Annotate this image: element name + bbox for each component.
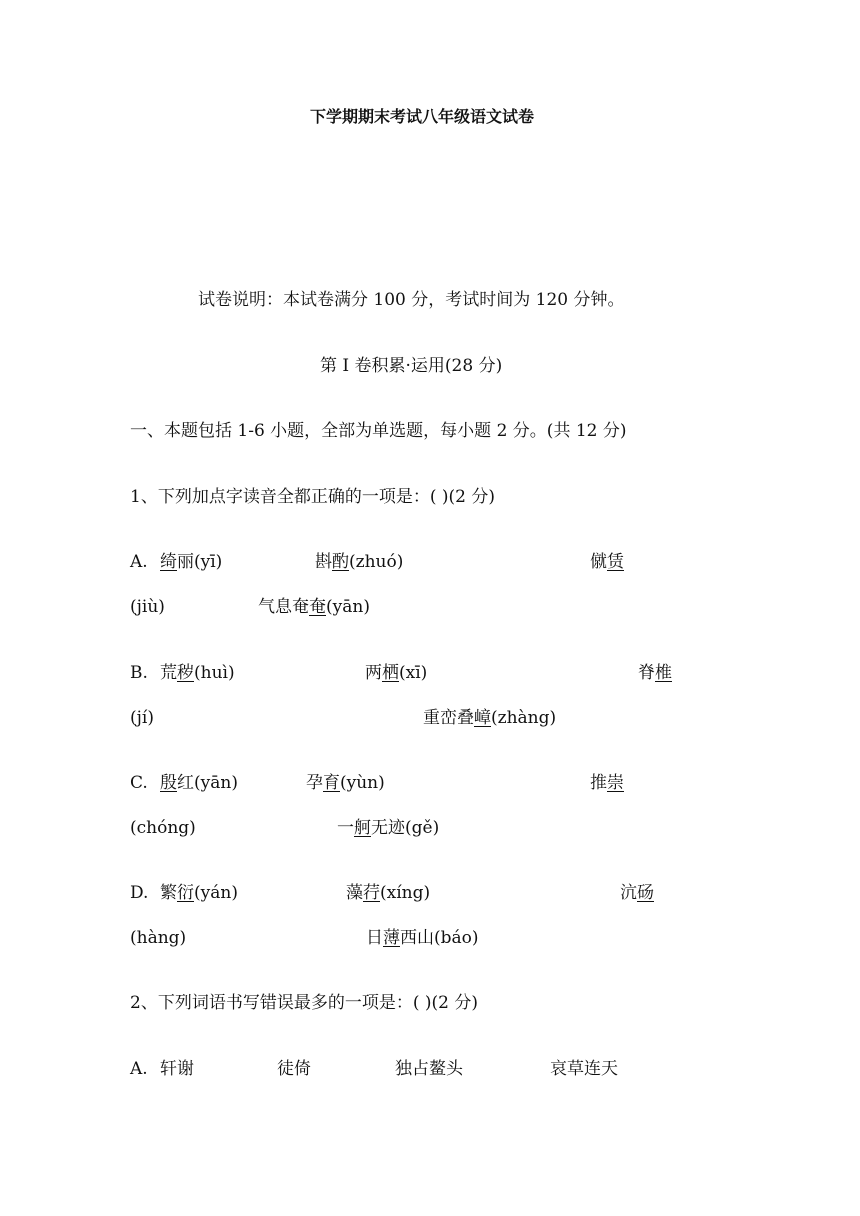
q2-option-a-word-2: 徒倚	[277, 1059, 311, 1079]
q1-option-b-word-2: 两栖(xī)	[365, 663, 428, 683]
part-heading: 一、本题包括 1-6 小题，全部为单选题，每小题 2 分。(共 12 分)	[130, 421, 627, 441]
q2-option-a-label: A.	[130, 1059, 148, 1079]
q1-option-a-word-2: 斟酌(zhuó)	[315, 552, 404, 572]
q1-option-a-word-1: 绮丽(yī)	[160, 552, 223, 572]
q1-option-c-word-3: 推崇	[590, 773, 624, 793]
q1-option-b-word-3: 脊椎	[638, 663, 672, 683]
q1-option-d-word-3: 沆砀	[620, 883, 654, 903]
q1-option-d-word-4: 日薄西山(báo)	[366, 928, 479, 948]
q1-option-d-word-1: 繁衍(yán)	[160, 883, 238, 903]
q1-option-a-word-3: 僦赁	[590, 552, 624, 572]
q1-option-b-word-1: 荒秽(huì)	[160, 663, 235, 683]
q2-option-a-word-1: 轩谢	[160, 1059, 194, 1079]
q1-option-d-word-2: 藻荇(xíng)	[346, 883, 431, 903]
q1-option-a-word-3-pinyin: (jiù)	[130, 597, 165, 617]
exam-instructions: 试卷说明：本试卷满分 100 分，考试时间为 120 分钟。	[198, 290, 625, 310]
question-1-stem: 1、下列加点字读音全都正确的一项是：( )(2 分)	[130, 487, 495, 507]
q2-option-a-word-4: 哀草连天	[550, 1059, 618, 1079]
section-heading: 第 I 卷积累·运用(28 分)	[320, 356, 503, 376]
q1-option-c-word-4: 一舸无迹(gě)	[337, 818, 440, 838]
q1-option-d-word-3-pinyin: (hàng)	[130, 928, 187, 948]
q1-option-c-word-2: 孕育(yùn)	[306, 773, 385, 793]
q1-option-c-label: C.	[130, 773, 148, 793]
q1-option-b-label: B.	[130, 663, 148, 683]
q1-option-b-word-4: 重峦叠嶂(zhàng)	[423, 708, 557, 728]
q1-option-a-label: A.	[130, 552, 148, 572]
q1-option-a-word-4: 气息奄奄(yān)	[258, 597, 370, 617]
q1-option-d-label: D.	[130, 883, 149, 903]
exam-title: 下学期期末考试八年级语文试卷	[310, 107, 535, 126]
q2-option-a-word-3: 独占鳌头	[395, 1059, 463, 1079]
q1-option-b-word-3-pinyin: (jí)	[130, 708, 154, 728]
q1-option-c-word-3-pinyin: (chóng)	[130, 818, 196, 838]
q1-option-c-word-1: 殷红(yān)	[160, 773, 238, 793]
question-2-stem: 2、下列词语书写错误最多的一项是：( )(2 分)	[130, 993, 478, 1013]
